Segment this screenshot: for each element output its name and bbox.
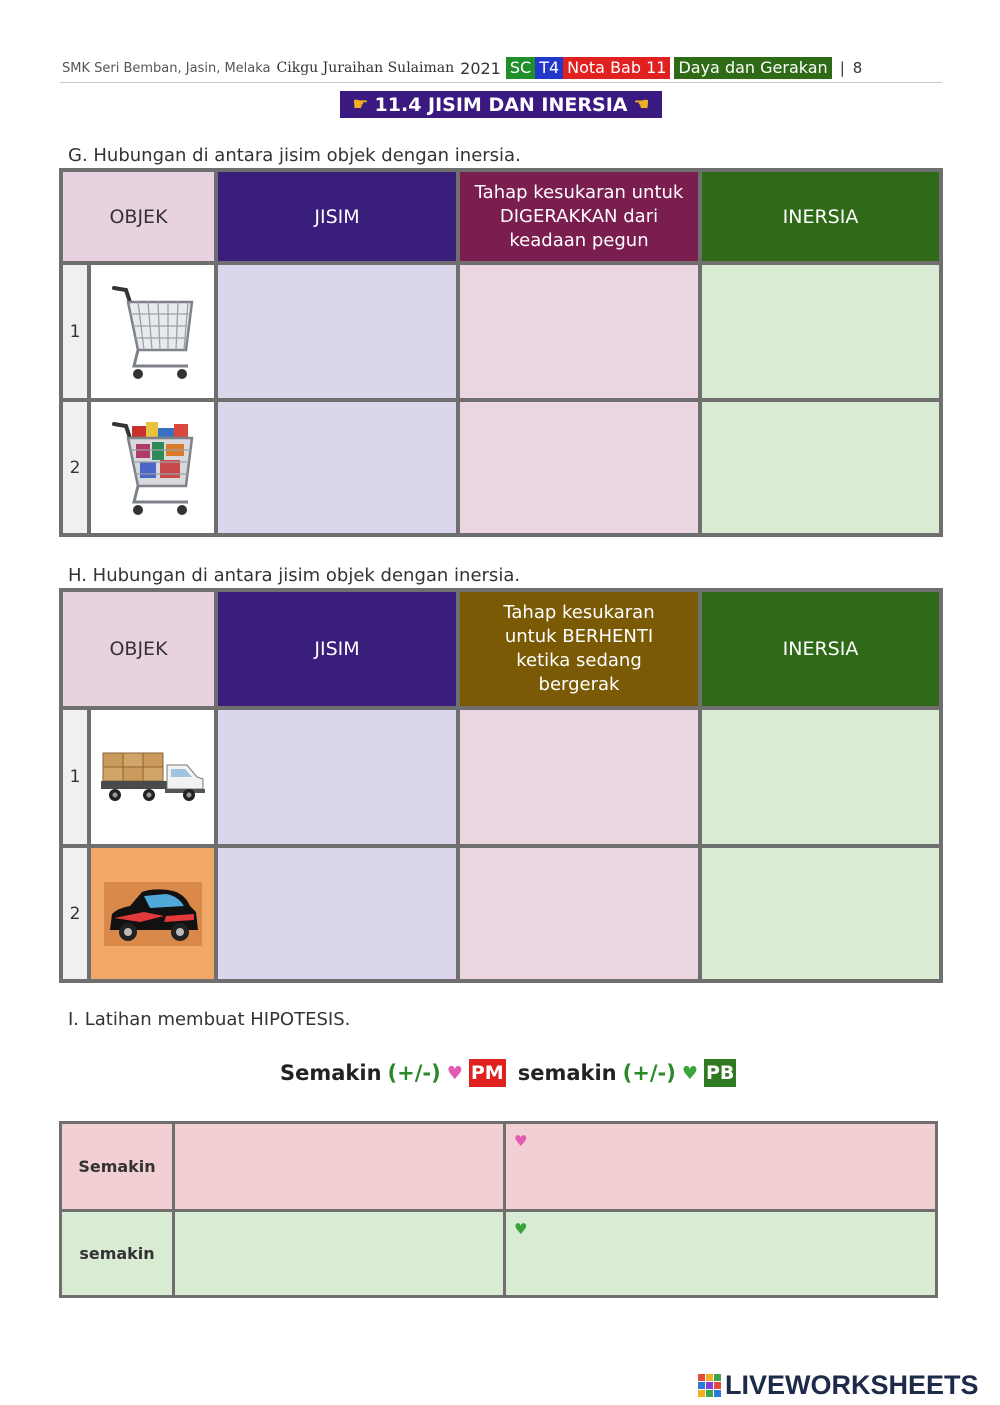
- question-g-label: G. Hubungan di antara jisim objek dengan inersia.: [68, 145, 521, 166]
- answer-tahap-2[interactable]: [460, 848, 698, 979]
- answer-tahap-1[interactable]: [460, 265, 698, 398]
- answer-effect-1[interactable]: [506, 1124, 935, 1209]
- car-image: [91, 848, 214, 979]
- car-icon: [104, 882, 202, 946]
- answer-variable-1[interactable]: [175, 1124, 503, 1209]
- shopping-cart-icon: [108, 280, 198, 384]
- answer-jisim-2[interactable]: [218, 848, 456, 979]
- answer-inersia-1[interactable]: [702, 265, 939, 398]
- header-tahap-berhenti: Tahap kesukaran untuk BERHENTI ketika sedang bergerak: [460, 592, 698, 706]
- row-number: 1: [63, 265, 87, 398]
- full-shopping-cart-icon: [108, 416, 198, 520]
- answer-jisim-2[interactable]: [218, 402, 456, 533]
- section-title: [340, 91, 662, 118]
- teacher-name: Cikgu Juraihan Sulaiman: [276, 60, 455, 76]
- hypothesis-formula: [280, 1057, 736, 1089]
- answer-effect-2[interactable]: [506, 1212, 935, 1295]
- row-label-semakin-1: Semakin: [62, 1124, 172, 1209]
- tag-nota-bab: Nota Bab 11: [563, 57, 670, 79]
- tag-t4: T4: [535, 57, 563, 79]
- row-number: 2: [63, 848, 87, 979]
- header-objek: OBJEK: [63, 172, 214, 261]
- green-heart-icon: ♥: [681, 1062, 698, 1084]
- pointing-hand-right-icon: ☛: [352, 94, 369, 115]
- answer-jisim-1[interactable]: [218, 265, 456, 398]
- brand-name: LIVEWORKSHEETS: [725, 1369, 979, 1400]
- answer-tahap-2[interactable]: [460, 402, 698, 533]
- badge-pm: PM: [469, 1059, 506, 1087]
- question-i-label: I. Latihan membuat HIPOTESIS.: [68, 1009, 351, 1030]
- answer-jisim-1[interactable]: [218, 710, 456, 844]
- formula-word-2: semakin: [517, 1061, 617, 1085]
- logo-grid-icon: [698, 1374, 721, 1397]
- liveworksheets-logo: [698, 1370, 979, 1400]
- header-tahap-digerakkan: Tahap kesukaran untuk DIGERAKKAN dari keadaan pegun: [460, 172, 698, 261]
- pink-heart-icon: ♥: [514, 1132, 528, 1150]
- page-number: 8: [852, 59, 863, 77]
- row-label-semakin-2: semakin: [62, 1212, 172, 1295]
- answer-inersia-2[interactable]: [702, 848, 939, 979]
- formula-word-1: Semakin: [280, 1061, 382, 1085]
- green-heart-icon: ♥: [514, 1220, 528, 1238]
- hypothesis-table: [59, 1121, 938, 1298]
- header-divider: [60, 82, 942, 83]
- school-name: SMK Seri Bemban, Jasin, Melaka: [62, 60, 271, 76]
- tag-topic: Daya dan Gerakan: [674, 57, 831, 79]
- page-separator: |: [839, 59, 845, 77]
- full-cart-image: [91, 402, 214, 533]
- answer-inersia-1[interactable]: [702, 710, 939, 844]
- row-number: 1: [63, 710, 87, 844]
- header-inersia: INERSIA: [702, 172, 939, 261]
- badge-pb: PB: [704, 1059, 736, 1087]
- year: 2021: [460, 58, 501, 78]
- row-number: 2: [63, 402, 87, 533]
- section-title-text: 11.4 JISIM DAN INERSIA: [374, 93, 628, 116]
- answer-variable-2[interactable]: [175, 1212, 503, 1295]
- table-h: [59, 588, 943, 983]
- page-header: [62, 56, 942, 80]
- truck-image: [91, 710, 214, 844]
- answer-inersia-2[interactable]: [702, 402, 939, 533]
- tag-sc: SC: [506, 57, 535, 79]
- header-objek: OBJEK: [63, 592, 214, 706]
- pointing-hand-left-icon: ☚: [633, 94, 650, 115]
- answer-tahap-1[interactable]: [460, 710, 698, 844]
- table-g: [59, 168, 943, 537]
- empty-cart-image: [91, 265, 214, 398]
- formula-sign-1: (+/-): [387, 1061, 441, 1085]
- question-h-label: H. Hubungan di antara jisim objek dengan inersia.: [68, 565, 521, 586]
- pink-heart-icon: ♥: [446, 1062, 463, 1084]
- header-inersia: INERSIA: [702, 592, 939, 706]
- truck-icon: [99, 747, 207, 807]
- header-jisim: JISIM: [218, 592, 456, 706]
- formula-sign-2: (+/-): [622, 1061, 676, 1085]
- header-jisim: JISIM: [218, 172, 456, 261]
